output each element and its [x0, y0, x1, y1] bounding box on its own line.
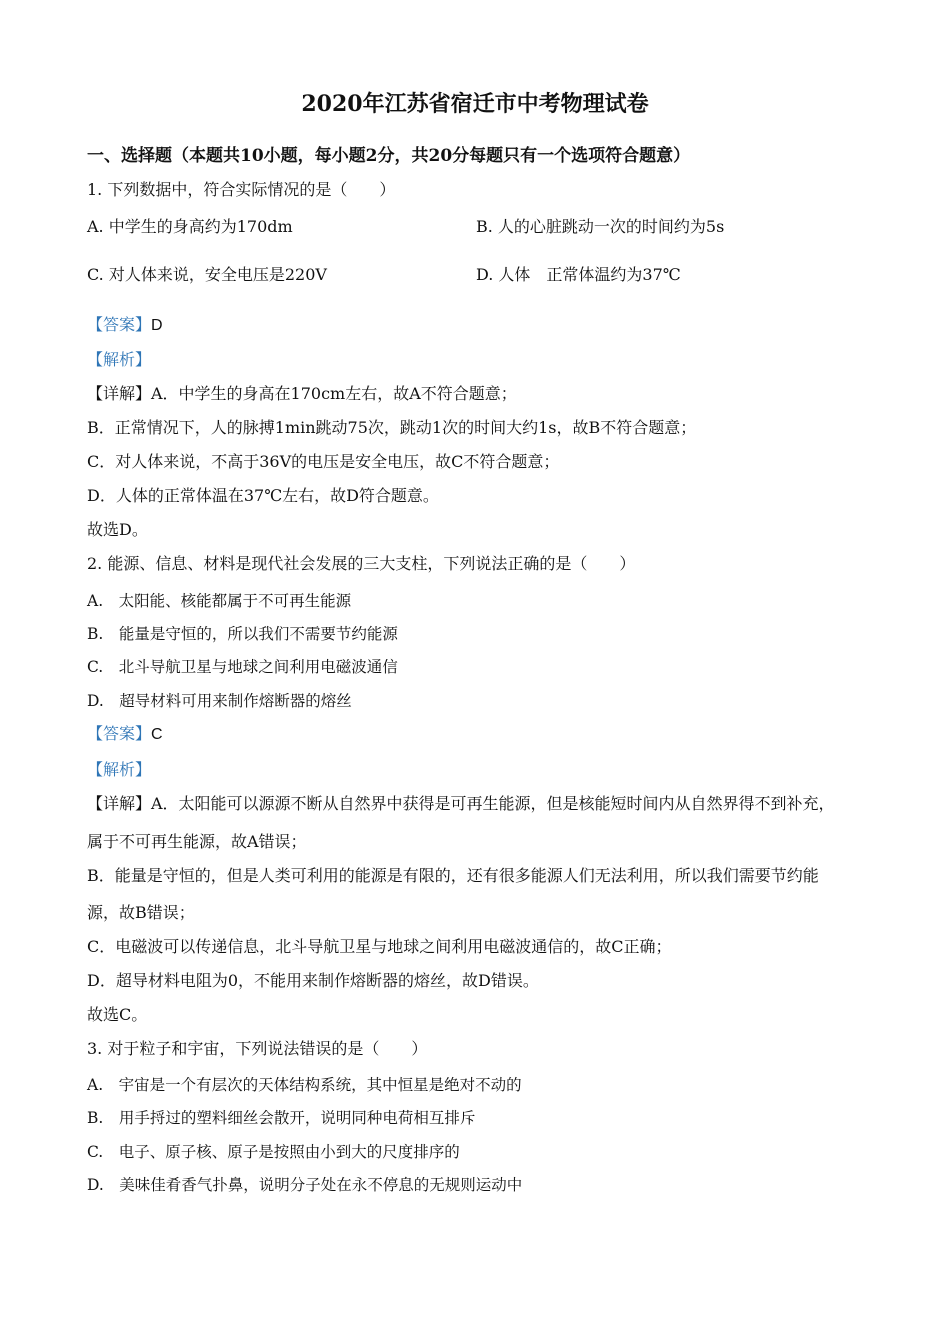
q1-option-b: B. 人的心脏跳动一次的时间约为5s	[476, 217, 725, 236]
answer-value: C	[151, 726, 163, 743]
q3-option-c: C. 电子、原子核、原子是按照由小到大的尺度排序的	[87, 1143, 460, 1161]
q1-analysis-line	[87, 350, 151, 370]
analysis-tag: 【解析】	[87, 760, 152, 779]
q1-detail-a: 【详解】A．中学生的身高在170cm左右，故A不符合题意；	[87, 384, 517, 403]
analysis-tag: 【解析】	[87, 350, 152, 369]
q2-detail-b1: B．能量是守恒的，但是人类可利用的能源是有限的，还有很多能源人们无法利用，所以我们需要节约能	[87, 866, 819, 885]
q2-conclusion: 故选C。	[87, 1005, 148, 1024]
answer-value: D	[151, 317, 163, 334]
q2-option-c: C. 北斗导航卫星与地球之间利用电磁波通信	[87, 658, 398, 676]
document-title: 2020年江苏省宿迁市中考物理试卷	[301, 91, 649, 117]
section-heading: 一、选择题（本题共10小题，每小题2分，共20分每题只有一个选项符合题意）	[87, 146, 691, 166]
q1-detail-d: D．人体的正常体温在37℃左右，故D符合题意。	[87, 486, 439, 505]
q3-stem: 3. 对于粒子和宇宙，下列说法错误的是（ ）	[87, 1039, 428, 1058]
q3-option-a: A. 宇宙是一个有层次的天体结构系统，其中恒星是绝对不动的	[87, 1076, 522, 1094]
q2-option-a: A. 太阳能、核能都属于不可再生能源	[87, 592, 352, 610]
q1-answer-line	[87, 315, 163, 336]
q1-option-c: C. 对人体来说，安全电压是220V	[87, 265, 327, 284]
q1-detail-c: C．对人体来说，不高于36V的电压是安全电压，故C不符合题意；	[87, 452, 560, 471]
q2-option-b: B. 能量是守恒的，所以我们不需要节约能源	[87, 625, 398, 643]
q1-detail-b: B．正常情况下，人的脉搏1min跳动75次，跳动1次的时间大约1s，故B不符合题意；	[87, 418, 697, 437]
answer-tag: 【答案】	[87, 315, 152, 334]
q1-conclusion: 故选D。	[87, 520, 148, 539]
q1-option-d: D. 人体 正常体温约为37℃	[476, 265, 681, 284]
q2-option-d: D. 超导材料可用来制作熔断器的熔丝	[87, 692, 352, 710]
q2-detail-a2: 属于不可再生能源，故A错误；	[87, 832, 307, 851]
q2-detail-b2: 源，故B错误；	[87, 903, 195, 922]
q1-stem: 1. 下列数据中，符合实际情况的是（ ）	[87, 180, 396, 199]
q2-detail-d: D．超导材料电阻为0，不能用来制作熔断器的熔丝，故D错误。	[87, 971, 539, 990]
q2-stem: 2. 能源、信息、材料是现代社会发展的三大支柱，下列说法正确的是（ ）	[87, 554, 636, 573]
q1-option-a: A. 中学生的身高约为170dm	[87, 217, 293, 236]
q2-analysis-line	[87, 760, 151, 780]
q3-option-d: D. 美味佳肴香气扑鼻，说明分子处在永不停息的无规则运动中	[87, 1176, 523, 1194]
q2-detail-a1: 【详解】A．太阳能可以源源不断从自然界中获得是可再生能源，但是核能短时间内从自然界得不到补充，	[87, 794, 835, 813]
q2-detail-c: C．电磁波可以传递信息，北斗导航卫星与地球之间利用电磁波通信的，故C正确；	[87, 937, 672, 956]
q2-answer-line	[87, 724, 163, 745]
answer-tag: 【答案】	[87, 724, 152, 743]
q3-option-b: B. 用手捋过的塑料细丝会散开，说明同种电荷相互排斥	[87, 1109, 476, 1127]
